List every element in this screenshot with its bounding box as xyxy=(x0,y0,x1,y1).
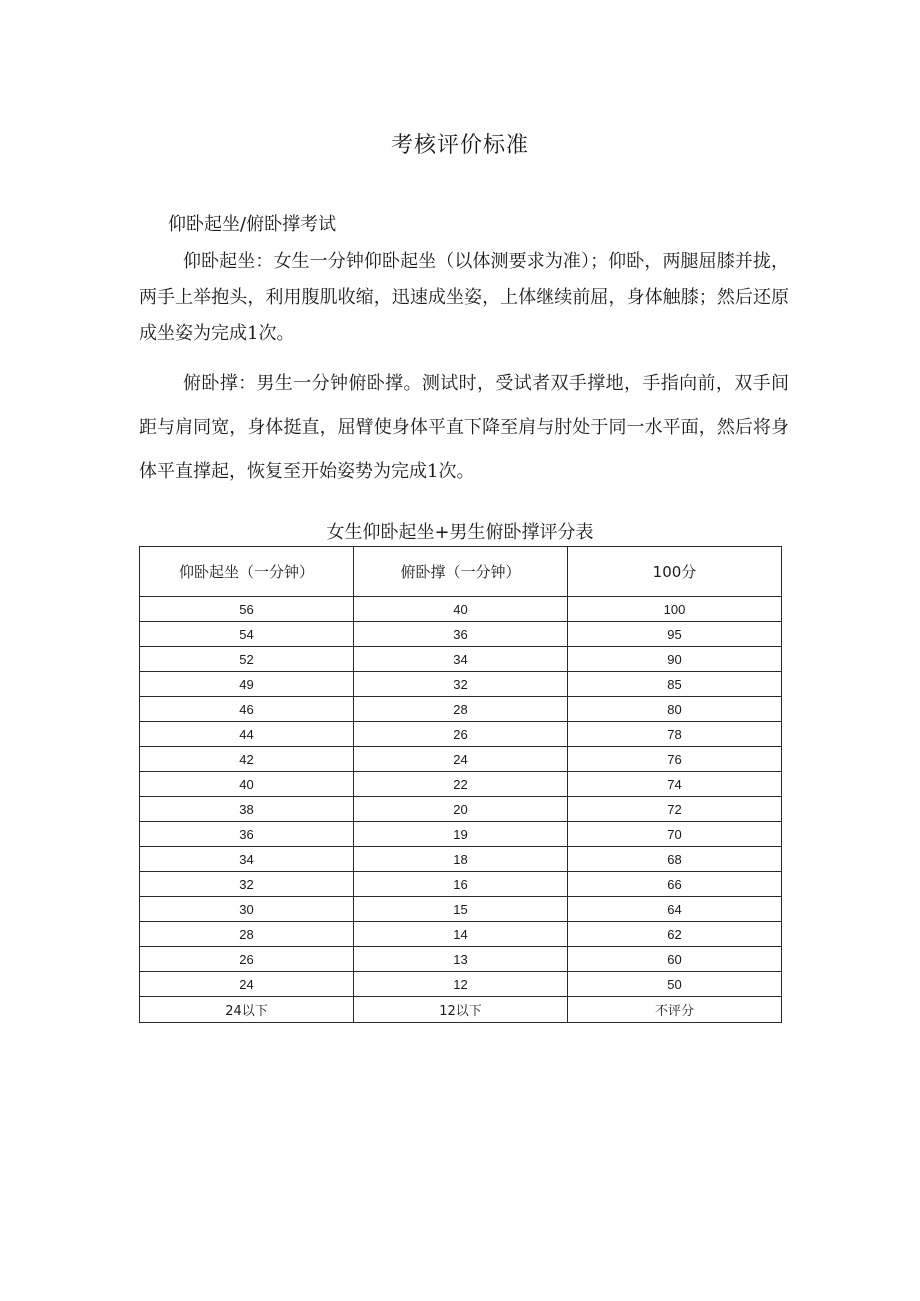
header-pushups: 俯卧撑（一分钟） xyxy=(354,547,568,597)
score-cell: 80 xyxy=(568,697,782,722)
score-cell: 72 xyxy=(568,797,782,822)
score-cell: 62 xyxy=(568,922,782,947)
situp-cell: 54 xyxy=(140,622,354,647)
pushup-cell: 26 xyxy=(354,722,568,747)
score-cell: 95 xyxy=(568,622,782,647)
table-row xyxy=(140,847,782,872)
pushup-cell: 12以下 xyxy=(354,997,568,1023)
situp-description: 仰卧起坐：女生一分钟仰卧起坐（以体测要求为准）；仰卧，两腿屈膝并拢，两手上举抱头，利用腹肌收缩，迅速成坐姿，上体继续前屈，身体触膝；然后还原成坐姿为完成1次。 xyxy=(139,251,789,344)
score-cell: 不评分 xyxy=(568,997,782,1023)
pushup-cell: 19 xyxy=(354,822,568,847)
situp-cell: 24 xyxy=(140,972,354,997)
pushup-cell: 22 xyxy=(354,772,568,797)
pushup-cell: 20 xyxy=(354,797,568,822)
table-row xyxy=(140,747,782,772)
situp-cell: 36 xyxy=(140,822,354,847)
situp-cell: 38 xyxy=(140,797,354,822)
pushup-cell: 36 xyxy=(354,622,568,647)
section-heading: 仰卧起坐/俯卧撑考试 xyxy=(168,214,337,235)
pushup-cell: 24 xyxy=(354,747,568,772)
pushup-cell: 18 xyxy=(354,847,568,872)
score-cell: 64 xyxy=(568,897,782,922)
page-title: 考核评价标准 xyxy=(390,133,529,158)
score-cell: 70 xyxy=(568,822,782,847)
score-table xyxy=(139,546,782,1023)
pushup-cell: 16 xyxy=(354,872,568,897)
situp-cell: 44 xyxy=(140,722,354,747)
table-row xyxy=(140,797,782,822)
table-row xyxy=(140,922,782,947)
score-cell: 50 xyxy=(568,972,782,997)
table-row xyxy=(140,647,782,672)
table-row xyxy=(140,947,782,972)
score-cell: 60 xyxy=(568,947,782,972)
score-cell: 68 xyxy=(568,847,782,872)
table-row xyxy=(140,972,782,997)
situp-cell: 52 xyxy=(140,647,354,672)
table-header-row xyxy=(140,547,782,597)
pushup-cell: 32 xyxy=(354,672,568,697)
pushup-cell: 12 xyxy=(354,972,568,997)
situp-cell: 46 xyxy=(140,697,354,722)
header-score: 100分 xyxy=(568,547,782,597)
score-cell: 78 xyxy=(568,722,782,747)
header-situps: 仰卧起坐（一分钟） xyxy=(140,547,354,597)
table-row xyxy=(140,697,782,722)
situp-cell: 42 xyxy=(140,747,354,772)
situp-cell: 34 xyxy=(140,847,354,872)
situp-cell: 40 xyxy=(140,772,354,797)
score-cell: 66 xyxy=(568,872,782,897)
pushup-cell: 34 xyxy=(354,647,568,672)
score-cell: 85 xyxy=(568,672,782,697)
pushup-cell: 28 xyxy=(354,697,568,722)
table-row xyxy=(140,597,782,622)
situp-cell: 26 xyxy=(140,947,354,972)
table-row xyxy=(140,672,782,697)
table-row xyxy=(140,822,782,847)
pushup-description: 俯卧撑：男生一分钟俯卧撑。测试时，受试者双手撑地，手指向前，双手间距与肩同宽，身体挺直，屈臂使身体平直下降至肩与肘处于同一水平面，然后将身体平直撑起，恢复至开始姿势为完成1次。 xyxy=(139,373,789,482)
score-cell: 90 xyxy=(568,647,782,672)
pushup-cell: 13 xyxy=(354,947,568,972)
table-row-below-threshold xyxy=(140,997,782,1023)
situp-cell: 56 xyxy=(140,597,354,622)
score-cell: 76 xyxy=(568,747,782,772)
situp-cell: 30 xyxy=(140,897,354,922)
table-row xyxy=(140,897,782,922)
table-row xyxy=(140,622,782,647)
score-cell: 74 xyxy=(568,772,782,797)
score-cell: 100 xyxy=(568,597,782,622)
table-row xyxy=(140,722,782,747)
table-row xyxy=(140,772,782,797)
table-row xyxy=(140,872,782,897)
situp-cell: 32 xyxy=(140,872,354,897)
situp-cell: 28 xyxy=(140,922,354,947)
situp-cell: 49 xyxy=(140,672,354,697)
pushup-cell: 14 xyxy=(354,922,568,947)
table-title: 女生仰卧起坐+男生俯卧撑评分表 xyxy=(326,522,594,543)
situp-cell: 24以下 xyxy=(140,997,354,1023)
pushup-cell: 40 xyxy=(354,597,568,622)
pushup-cell: 15 xyxy=(354,897,568,922)
